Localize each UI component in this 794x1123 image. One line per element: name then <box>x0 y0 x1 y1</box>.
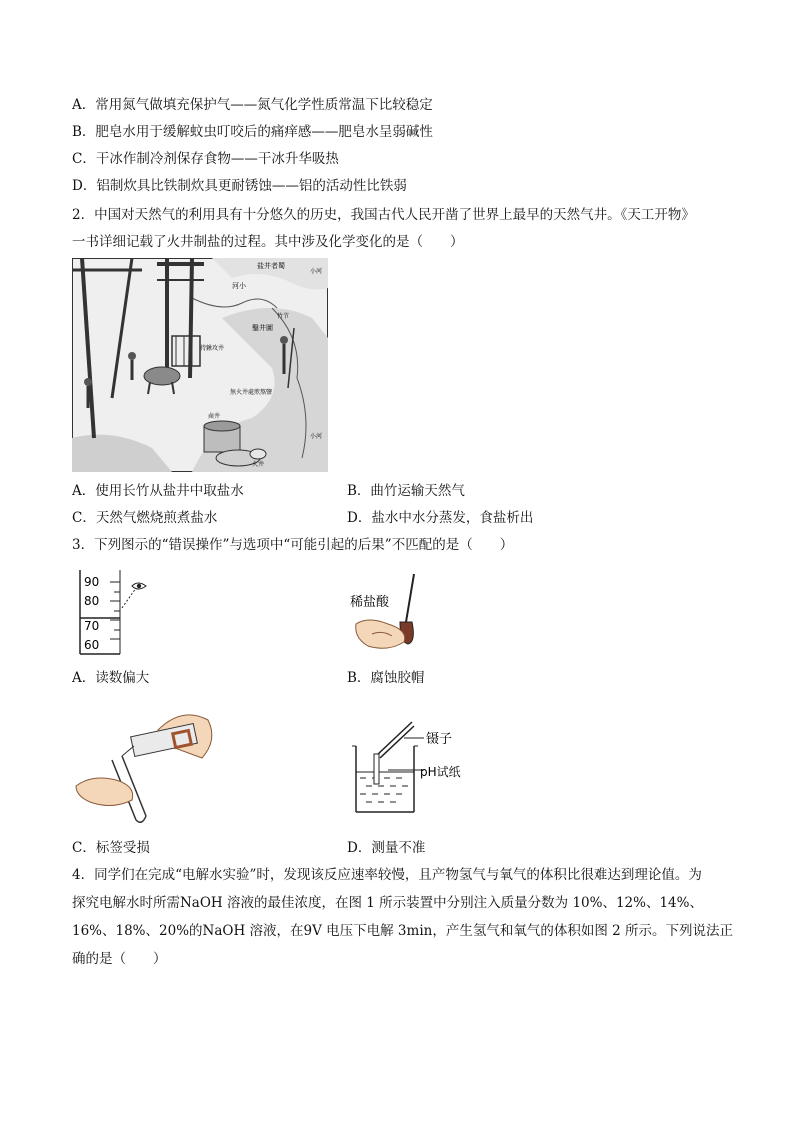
q2-option-a: A．使用长竹从盐井中取盐水 <box>72 483 244 499</box>
q2-salt-well-illustration <box>72 258 328 476</box>
q3-figure-a-cylinder <box>72 568 152 662</box>
q3-option-b: B．腐蚀胶帽 <box>347 670 425 686</box>
q3-stem: 3．下列图示的“错误操作”与选项中“可能引起的后果”不匹配的是（ ） <box>72 537 514 553</box>
fig-label-river-left: 河小 <box>232 282 246 290</box>
fig-label-fire-well: 火井 <box>252 461 265 468</box>
q3-figure-b-dropper <box>348 572 428 666</box>
q1-option-b: B．肥皂水用于缓解蚊虫叮咬后的痛痒感——肥皂水呈弱碱性 <box>72 124 433 140</box>
q3-option-a: A．读数偏大 <box>72 670 150 686</box>
tick-label-60: 60 <box>84 638 100 652</box>
tick-label-80: 80 <box>84 594 100 608</box>
q3-figure-c-pouring <box>72 700 222 834</box>
q2-stem-line1: 2．中国对天然气的利用具有十分悠久的历史，我国古代人民开凿了世界上最早的天然气井。《天工开物》 <box>72 207 695 223</box>
tick-label-90: 90 <box>84 575 100 589</box>
q2-option-d: D．盐水中水分蒸发，食盐析出 <box>347 510 534 526</box>
fig-label-fire: 無火井處煎熬鹽 <box>230 389 273 396</box>
q2-option-c: C．天然气燃烧煎煮盐水 <box>72 510 218 526</box>
q2-stem-line2: 一书详细记载了火井制盐的过程。其中涉及化学变化的是（ ） <box>72 234 464 250</box>
q1-option-a: A．常用氮气做填充保护气——氮气化学性质常温下比较稳定 <box>72 97 433 113</box>
ph-paper-label: pH试纸 <box>420 765 461 779</box>
q1-option-d: D．铝制炊具比铁制炊具更耐锈蚀——铝的活动性比铁弱 <box>72 178 407 194</box>
q3-figure-d-ph-test <box>348 720 478 824</box>
q4-stem-line4: 确的是（ ） <box>72 951 167 967</box>
q3-option-c: C．标签受损 <box>72 840 150 856</box>
fig-label-river-right: 小河 <box>310 268 323 275</box>
q4-stem-line2: 探究电解水时所需NaOH 溶液的最佳浓度，在图 1 所示装置中分别注入质量分数为 10%、12%、14%、 <box>72 895 703 911</box>
dropper-label: 稀盐酸 <box>350 595 390 610</box>
fig-label-bamboo: 竹节 <box>277 313 290 320</box>
tweezers-label: 镊子 <box>426 732 453 747</box>
tick-label-70: 70 <box>84 619 100 633</box>
q4-stem-line3: 16%、18%、20%的NaOH 溶液，在9V 电压下电解 3min，产生氢气和氧气的体积如图 2 所示。下列说法正 <box>72 923 734 939</box>
q2-option-b: B．曲竹运输天然气 <box>347 483 465 499</box>
q1-option-c: C．干冰作制冷剂保存食物——干冰升华吸热 <box>72 151 339 167</box>
fig-label-river-bottom: 小河 <box>310 433 323 440</box>
fig-label-well: 鑿井圖 <box>252 324 273 332</box>
q3-option-d: D．测量不准 <box>347 840 426 856</box>
q4-stem-line1: 4．同学们在完成“电解水实验”时，发现该反应速率较慢，且产物氢气与氧气的体积比很难达到理论值。为 <box>72 867 702 883</box>
fig-label-salt-well: 鹵井 <box>208 413 221 420</box>
fig-label-pipe: 持鍬攻井 <box>200 345 225 352</box>
fig-label-top: 盐井者蜀 <box>257 262 285 270</box>
